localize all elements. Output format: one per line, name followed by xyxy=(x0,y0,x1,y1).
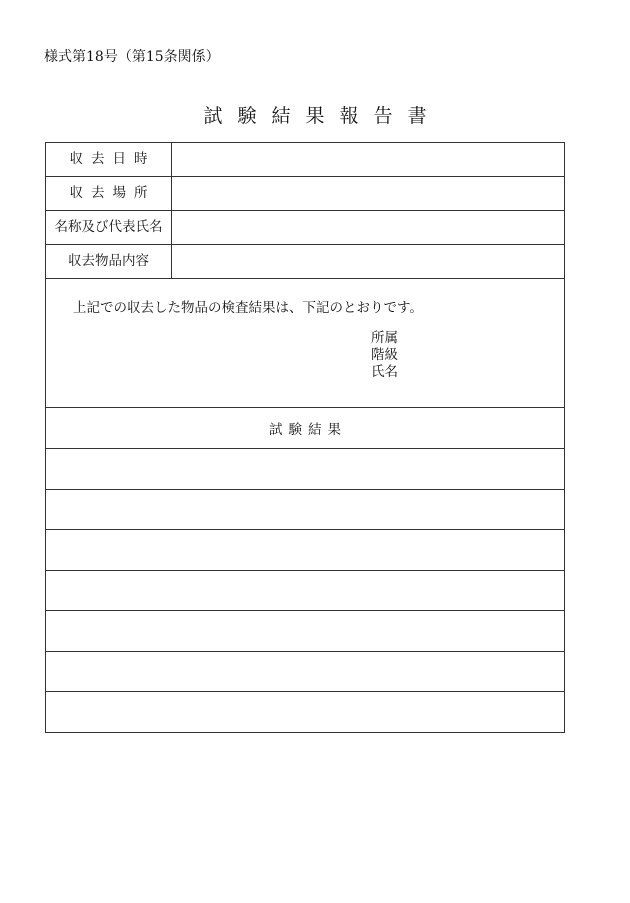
report-form-table xyxy=(45,142,565,733)
result-row xyxy=(46,530,565,571)
field-row-collection-place xyxy=(46,177,565,211)
field-value-collection-datetime[interactable] xyxy=(172,143,565,177)
result-row xyxy=(46,651,565,692)
result-cell[interactable] xyxy=(46,692,565,733)
field-row-collected-items xyxy=(46,245,565,279)
results-header-row xyxy=(46,408,565,449)
field-label-collection-datetime: 収去日時 xyxy=(46,143,172,177)
statement-text: 上記での収去した物品の検査結果は、下記のとおりです。 xyxy=(73,300,423,316)
field-row-name-representative xyxy=(46,211,565,245)
form-number: 様式第18号（第15条関係） xyxy=(44,49,220,65)
field-label-name-representative: 名称及び代表氏名 xyxy=(46,211,172,245)
field-row-collection-datetime xyxy=(46,143,565,177)
document-title: 試験結果報告書 xyxy=(203,105,442,127)
result-row xyxy=(46,611,565,652)
signature-rank-label: 階級 xyxy=(371,347,398,363)
field-value-name-representative[interactable] xyxy=(172,211,565,245)
result-row xyxy=(46,489,565,530)
result-cell[interactable] xyxy=(46,530,565,571)
statement-cell xyxy=(46,279,565,408)
result-cell[interactable] xyxy=(46,611,565,652)
result-cell[interactable] xyxy=(46,489,565,530)
statement-row xyxy=(46,279,565,408)
result-cell[interactable] xyxy=(46,570,565,611)
results-header: 試験結果 xyxy=(46,408,565,449)
signature-name-label: 氏名 xyxy=(371,364,398,380)
result-cell[interactable] xyxy=(46,449,565,490)
result-row xyxy=(46,449,565,490)
field-value-collection-place[interactable] xyxy=(172,177,565,211)
field-value-collected-items[interactable] xyxy=(172,245,565,279)
field-label-collection-place: 収去場所 xyxy=(46,177,172,211)
field-label-collected-items: 収去物品内容 xyxy=(46,245,172,279)
result-row xyxy=(46,570,565,611)
result-cell[interactable] xyxy=(46,651,565,692)
result-row xyxy=(46,692,565,733)
signature-affiliation-label: 所属 xyxy=(371,330,398,346)
